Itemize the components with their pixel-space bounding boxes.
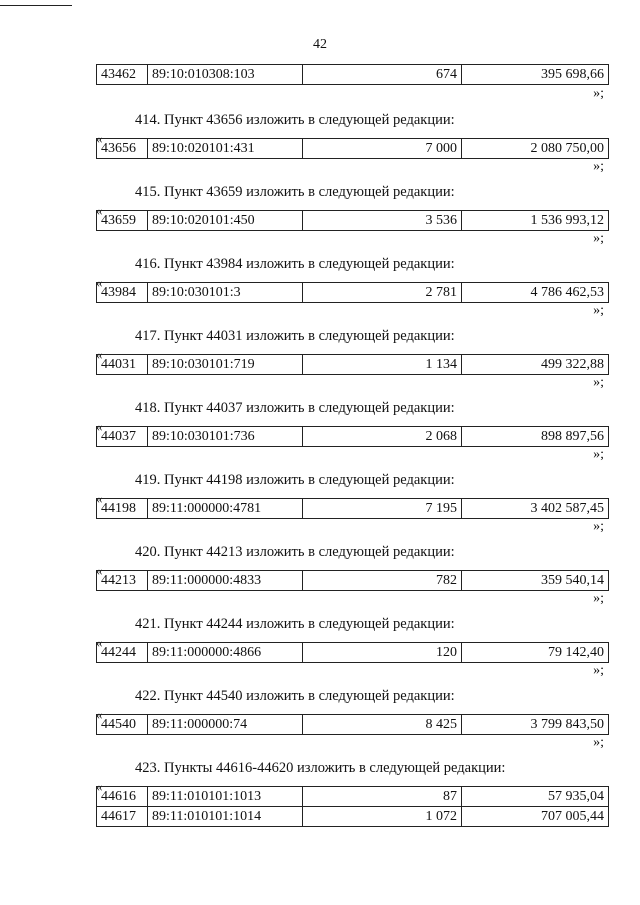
amendment-item — [0, 472, 640, 544]
table-row — [97, 807, 609, 827]
closing-quote: »; — [593, 663, 604, 678]
closing-quote: »; — [593, 447, 604, 462]
amendment-table — [96, 282, 609, 303]
row-id: 43656 — [97, 139, 148, 159]
amendment-item — [0, 112, 640, 184]
amendment-table — [96, 210, 609, 231]
amendment-heading: 421. Пункт 44244 изложить в следующей редакции: — [135, 616, 455, 632]
amendment-table — [96, 354, 609, 375]
amendment-heading: 414. Пункт 43656 изложить в следующей редакции: — [135, 112, 455, 128]
table-row — [97, 283, 609, 303]
row-area: 2 068 — [303, 427, 462, 447]
row-id: 43462 — [97, 65, 148, 85]
row-cadastral-number: 89:11:000000:4833 — [148, 571, 303, 591]
opening-quote: « — [96, 275, 103, 290]
opening-quote: « — [96, 131, 103, 146]
row-area: 8 425 — [303, 715, 462, 735]
table-row — [97, 211, 609, 231]
amendment-table — [96, 498, 609, 519]
row-value: 4 786 462,53 — [462, 283, 609, 303]
amendment-item — [0, 256, 640, 328]
document-page — [0, 62, 640, 832]
amendment-item — [0, 544, 640, 616]
amendment-item — [0, 616, 640, 688]
opening-quote: « — [96, 491, 103, 506]
opening-quote: « — [96, 779, 103, 794]
amendment-heading: 423. Пункты 44616-44620 изложить в следующей редакции: — [135, 760, 506, 776]
amendment-item — [0, 328, 640, 400]
row-id: 44540 — [97, 715, 148, 735]
opening-quote: « — [96, 419, 103, 434]
row-id: 44213 — [97, 571, 148, 591]
row-value: 1 536 993,12 — [462, 211, 609, 231]
opening-quote: « — [96, 347, 103, 362]
row-id: 43984 — [97, 283, 148, 303]
table-row — [97, 715, 609, 735]
row-cadastral-number: 89:10:020101:431 — [148, 139, 303, 159]
table-row — [97, 65, 609, 85]
amendment-heading: 419. Пункт 44198 изложить в следующей редакции: — [135, 472, 455, 488]
table-row — [97, 499, 609, 519]
row-cadastral-number: 89:11:000000:74 — [148, 715, 303, 735]
row-area: 7 000 — [303, 139, 462, 159]
row-value: 3 799 843,50 — [462, 715, 609, 735]
row-area: 87 — [303, 787, 462, 807]
opening-quote: « — [96, 707, 103, 722]
row-cadastral-number: 89:10:030101:719 — [148, 355, 303, 375]
continuation-block — [0, 62, 640, 112]
amendment-table — [96, 570, 609, 591]
table-row — [97, 787, 609, 807]
row-area: 3 536 — [303, 211, 462, 231]
row-id: 44244 — [97, 643, 148, 663]
table-row — [97, 643, 609, 663]
amendment-heading: 417. Пункт 44031 изложить в следующей редакции: — [135, 328, 455, 344]
row-id: 43659 — [97, 211, 148, 231]
row-area: 782 — [303, 571, 462, 591]
amendment-list — [0, 112, 640, 832]
row-value: 395 698,66 — [462, 65, 609, 85]
closing-quote: »; — [593, 591, 604, 606]
closing-quote: »; — [593, 231, 604, 246]
amendment-table — [96, 786, 609, 827]
row-id: 44031 — [97, 355, 148, 375]
row-cadastral-number: 89:10:020101:450 — [148, 211, 303, 231]
opening-quote: « — [96, 563, 103, 578]
row-cadastral-number: 89:11:010101:1013 — [148, 787, 303, 807]
closing-quote: »; — [593, 519, 604, 534]
amendment-item — [0, 184, 640, 256]
amendment-heading: 416. Пункт 43984 изложить в следующей редакции: — [135, 256, 455, 272]
closing-quote: »; — [593, 86, 604, 101]
table-row — [97, 571, 609, 591]
row-area: 674 — [303, 65, 462, 85]
continuation-table — [96, 64, 609, 85]
amendment-heading: 420. Пункт 44213 изложить в следующей редакции: — [135, 544, 455, 560]
amendment-item — [0, 760, 640, 832]
row-value: 2 080 750,00 — [462, 139, 609, 159]
row-cadastral-number: 89:10:010308:103 — [148, 65, 303, 85]
row-id: 44198 — [97, 499, 148, 519]
row-area: 7 195 — [303, 499, 462, 519]
amendment-item — [0, 400, 640, 472]
closing-quote: »; — [593, 159, 604, 174]
amendment-heading: 418. Пункт 44037 изложить в следующей редакции: — [135, 400, 455, 416]
opening-quote: « — [96, 203, 103, 218]
row-value: 898 897,56 — [462, 427, 609, 447]
amendment-table — [96, 426, 609, 447]
row-value: 3 402 587,45 — [462, 499, 609, 519]
row-value: 79 142,40 — [462, 643, 609, 663]
row-value: 499 322,88 — [462, 355, 609, 375]
closing-quote: »; — [593, 303, 604, 318]
amendment-heading: 422. Пункт 44540 изложить в следующей редакции: — [135, 688, 455, 704]
table-row — [97, 427, 609, 447]
header-rule — [0, 5, 72, 6]
amendment-item — [0, 688, 640, 760]
row-cadastral-number: 89:11:000000:4781 — [148, 499, 303, 519]
row-cadastral-number: 89:10:030101:3 — [148, 283, 303, 303]
row-cadastral-number: 89:10:030101:736 — [148, 427, 303, 447]
amendment-table — [96, 642, 609, 663]
table-row — [97, 355, 609, 375]
row-cadastral-number: 89:11:010101:1014 — [148, 807, 303, 827]
closing-quote: »; — [593, 375, 604, 390]
row-area: 120 — [303, 643, 462, 663]
row-id: 44616 — [97, 787, 148, 807]
row-area: 2 781 — [303, 283, 462, 303]
row-area: 1 134 — [303, 355, 462, 375]
amendment-table — [96, 138, 609, 159]
row-value: 707 005,44 — [462, 807, 609, 827]
row-value: 57 935,04 — [462, 787, 609, 807]
table-row — [97, 139, 609, 159]
row-area: 1 072 — [303, 807, 462, 827]
page-number: 42 — [313, 37, 327, 52]
amendment-heading: 415. Пункт 43659 изложить в следующей редакции: — [135, 184, 455, 200]
row-value: 359 540,14 — [462, 571, 609, 591]
row-cadastral-number: 89:11:000000:4866 — [148, 643, 303, 663]
amendment-table — [96, 714, 609, 735]
row-id: 44617 — [97, 807, 148, 827]
closing-quote: »; — [593, 735, 604, 750]
opening-quote: « — [96, 635, 103, 650]
row-id: 44037 — [97, 427, 148, 447]
